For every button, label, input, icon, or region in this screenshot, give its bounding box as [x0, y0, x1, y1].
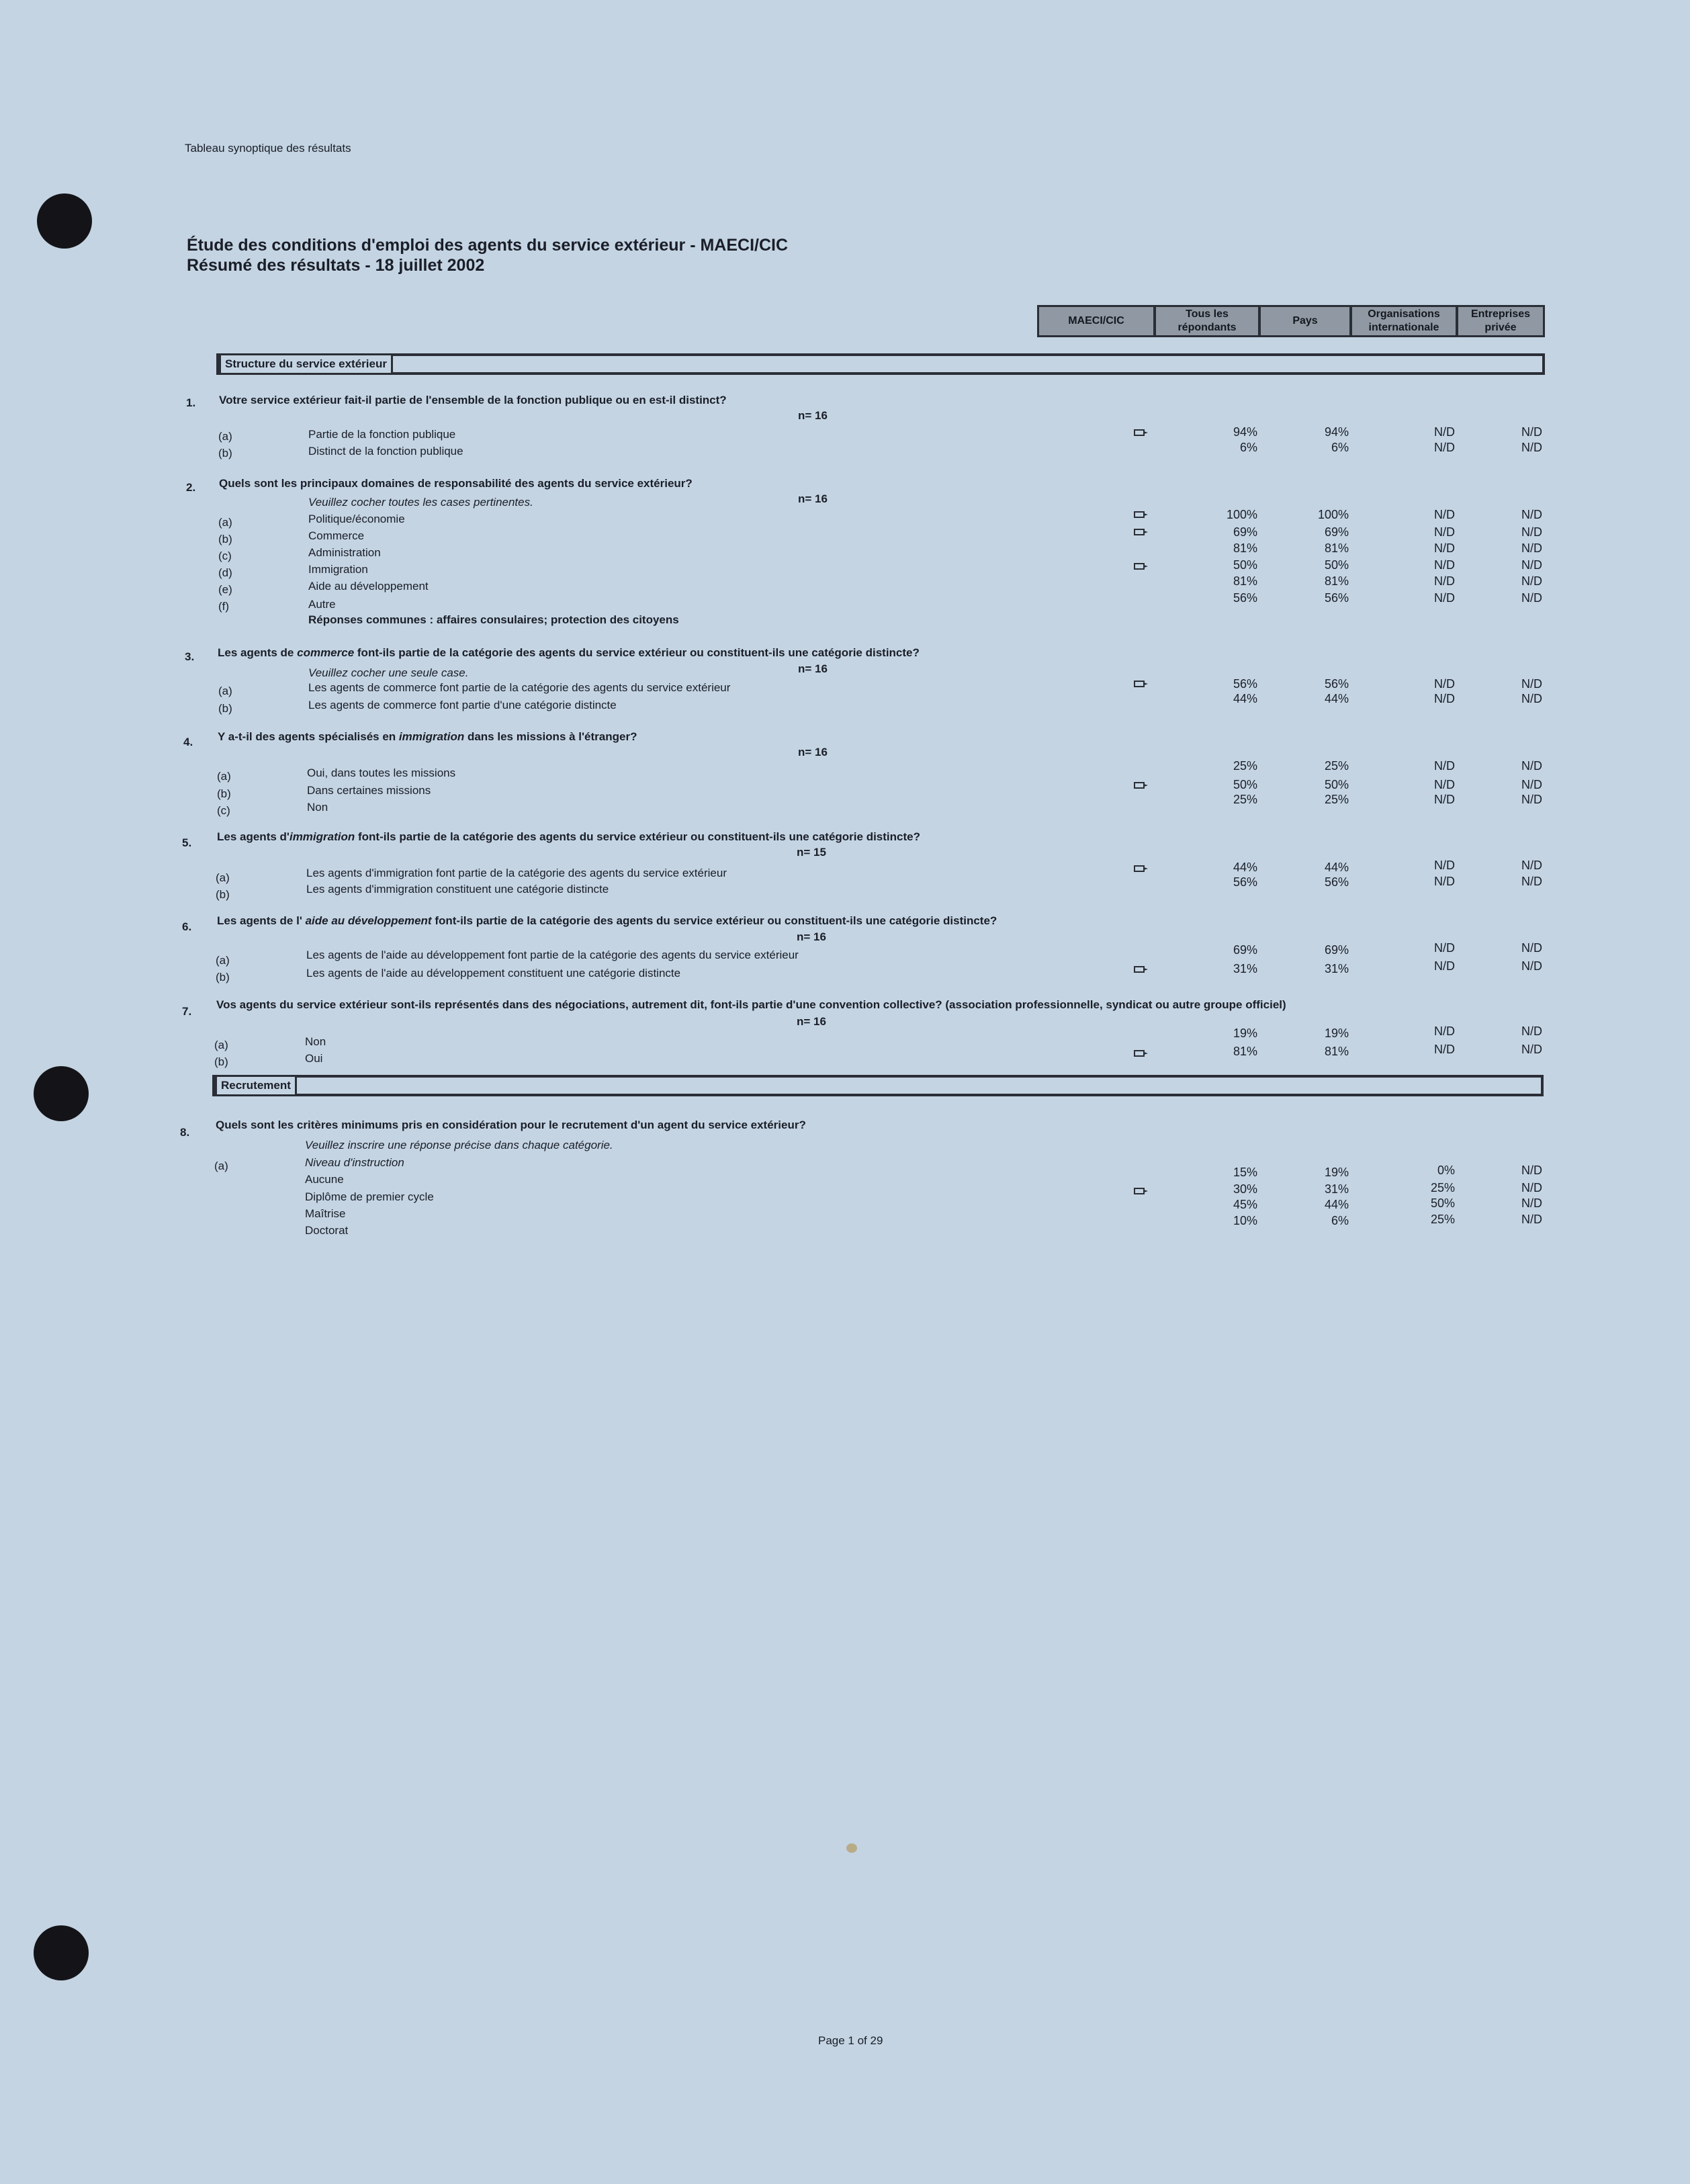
question-text: Vos agents du service extérieur sont-ils représentés dans des négociations, autrement dit, font-ils partie d'une convention collective? (association professionnelle, syndicat ou autre groupe officiel) [216, 998, 1286, 1011]
value-private-companies: N/D [1521, 1213, 1542, 1226]
option-letter: (b) [218, 533, 232, 545]
value-countries: 44% [1324, 1198, 1349, 1211]
value-countries: 56% [1324, 875, 1349, 889]
option-letter: (a) [217, 770, 231, 783]
option-text: Dans certaines missions [307, 784, 431, 797]
value-private-companies: N/D [1521, 859, 1542, 872]
value-private-companies: N/D [1521, 558, 1542, 572]
value-private-companies: N/D [1521, 574, 1542, 588]
option-text: Oui, dans toutes les missions [307, 767, 456, 779]
hand-pointer-icon [1134, 562, 1149, 571]
option-text: Distinct de la fonction publique [308, 445, 463, 457]
running-head: Tableau synoptique des résultats [185, 142, 351, 155]
value-all-respondents: 56% [1233, 591, 1257, 605]
option-letter: (c) [217, 804, 230, 817]
value-international-orgs: N/D [1434, 875, 1455, 888]
option-letter: (b) [216, 888, 230, 901]
hand-pointer-icon [1134, 1186, 1149, 1196]
value-countries: 31% [1324, 962, 1349, 975]
question-number: 5. [182, 836, 192, 849]
value-private-companies: N/D [1521, 941, 1542, 955]
page-number: Page 1 of 29 [818, 2034, 883, 2047]
value-countries: 94% [1324, 425, 1349, 439]
value-countries: 25% [1324, 759, 1349, 773]
value-private-companies: N/D [1521, 541, 1542, 555]
option-letter: (b) [218, 702, 232, 715]
question-text: Quels sont les critères minimums pris en considération pour le recrutement d'un agent du service extérieur? [216, 1119, 806, 1131]
option-text: Autre [308, 598, 336, 611]
option-letter: (a) [216, 954, 230, 967]
option-letter: (a) [218, 685, 232, 697]
value-countries: 100% [1317, 508, 1349, 521]
value-international-orgs: N/D [1434, 558, 1455, 572]
paper-speck [846, 1843, 857, 1853]
value-private-companies: N/D [1521, 959, 1542, 973]
value-international-orgs: 0% [1437, 1164, 1455, 1177]
section-bar-structure [216, 353, 1545, 375]
value-all-respondents: 50% [1233, 558, 1257, 572]
value-all-respondents: 56% [1233, 875, 1257, 889]
option-text: Administration [308, 546, 381, 559]
sample-size: n= 16 [798, 492, 828, 505]
option-letter: (a) [214, 1039, 228, 1051]
value-private-companies: N/D [1521, 692, 1542, 705]
hand-pointer-icon [1134, 781, 1149, 790]
option-text: Les agents de commerce font partie de la catégorie des agents du service extérieur [308, 681, 731, 694]
value-international-orgs: N/D [1434, 591, 1455, 605]
option-text: Diplôme de premier cycle [305, 1190, 434, 1203]
value-all-respondents: 81% [1233, 574, 1257, 588]
option-text: Oui [305, 1052, 323, 1065]
value-countries: 81% [1324, 1045, 1349, 1058]
question-instruction: Veuillez cocher toutes les cases pertinentes. [308, 496, 533, 509]
value-private-companies: N/D [1521, 1181, 1542, 1194]
column-header-international-orgs: Organisations internationale [1350, 305, 1458, 337]
value-countries: 50% [1324, 778, 1349, 791]
hand-pointer-icon [1134, 679, 1149, 689]
option-text: Les agents d'immigration font partie de la catégorie des agents du service extérieur [306, 867, 727, 879]
value-all-respondents: 56% [1233, 677, 1257, 691]
option-letter: (b) [217, 787, 231, 800]
option-letter: (c) [218, 550, 232, 562]
option-text: Aucune [305, 1173, 344, 1186]
question-text: Votre service extérieur fait-il partie de l'ensemble de la fonction publique ou en est-il distinct? [219, 394, 727, 406]
value-all-respondents: 30% [1233, 1182, 1257, 1196]
common-responses: Réponses communes : affaires consulaires; protection des citoyens [308, 613, 679, 626]
option-letter: (f) [218, 600, 230, 613]
value-all-respondents: 94% [1233, 425, 1257, 439]
question-number: 7. [182, 1005, 192, 1018]
value-international-orgs: N/D [1434, 793, 1455, 806]
value-private-companies: N/D [1521, 778, 1542, 791]
question-text: Les agents de commerce font-ils partie de la catégorie des agents du service extérieur ou constituent-ils une catégorie distincte? [218, 646, 920, 659]
question-number: 8. [180, 1126, 190, 1139]
sample-size: n= 16 [797, 1015, 826, 1028]
title-line-2: Résumé des résultats - 18 juillet 2002 [187, 256, 485, 275]
value-countries: 69% [1324, 525, 1349, 539]
value-international-orgs: N/D [1434, 778, 1455, 791]
question-number: 3. [185, 650, 195, 663]
value-all-respondents: 81% [1233, 1045, 1257, 1058]
value-international-orgs: N/D [1434, 425, 1455, 439]
option-text: Maîtrise [305, 1207, 346, 1220]
question-text: Les agents de l' aide au développement font-ils partie de la catégorie des agents du service extérieur ou constituent-ils une catégorie distincte? [217, 914, 997, 927]
option-text: Politique/économie [308, 513, 405, 525]
option-text: Immigration [308, 563, 368, 576]
option-letter: (b) [214, 1055, 228, 1068]
column-header-maeci: MAECI/CIC [1037, 305, 1155, 337]
value-international-orgs: 25% [1430, 1213, 1455, 1226]
binder-hole-top [37, 193, 92, 249]
option-text: Les agents de l'aide au développement constituent une catégorie distincte [306, 967, 681, 979]
section-bar-recrutement [212, 1075, 1544, 1096]
option-text: Non [307, 801, 328, 814]
option-text: Partie de la fonction publique [308, 428, 456, 441]
value-countries: 69% [1324, 943, 1349, 957]
value-private-companies: N/D [1521, 441, 1542, 454]
question-number: 6. [182, 920, 192, 933]
option-letter: (b) [218, 447, 232, 460]
value-all-respondents: 25% [1233, 793, 1257, 806]
value-private-companies: N/D [1521, 759, 1542, 773]
option-text: Les agents de l'aide au développement font partie de la catégorie des agents du service extérieur [306, 949, 799, 961]
question-number: 1. [186, 396, 196, 409]
sample-size: n= 16 [797, 930, 826, 943]
value-countries: 56% [1324, 677, 1349, 691]
value-all-respondents: 15% [1233, 1166, 1257, 1179]
value-international-orgs: N/D [1434, 1043, 1455, 1056]
hand-pointer-icon [1134, 965, 1149, 974]
value-international-orgs: N/D [1434, 959, 1455, 973]
value-all-respondents: 19% [1233, 1027, 1257, 1040]
sample-size: n= 16 [798, 409, 828, 422]
option-letter: (a) [216, 871, 230, 884]
option-text: Doctorat [305, 1224, 349, 1237]
value-countries: 31% [1324, 1182, 1349, 1196]
value-international-orgs: N/D [1434, 441, 1455, 454]
hand-pointer-icon [1134, 510, 1149, 519]
question-instruction: Veuillez cocher une seule case. [308, 666, 469, 679]
value-all-respondents: 31% [1233, 962, 1257, 975]
value-private-companies: N/D [1521, 793, 1542, 806]
question-text: Les agents d'immigration font-ils partie de la catégorie des agents du service extérieur ou constituent-ils une catégorie distincte? [217, 830, 920, 843]
value-private-companies: N/D [1521, 1024, 1542, 1038]
value-international-orgs: N/D [1434, 541, 1455, 555]
value-private-companies: N/D [1521, 677, 1542, 691]
option-text: Commerce [308, 529, 365, 542]
sample-size: n= 15 [797, 846, 826, 859]
value-international-orgs: N/D [1434, 508, 1455, 521]
value-countries: 6% [1331, 441, 1349, 454]
value-all-respondents: 10% [1233, 1214, 1257, 1227]
value-international-orgs: 25% [1430, 1181, 1455, 1194]
section-label-structure: Structure du service extérieur [219, 353, 393, 375]
question-number: 2. [186, 481, 196, 494]
question-text: Quels sont les principaux domaines de responsabilité des agents du service extérieur? [219, 477, 693, 490]
hand-pointer-icon [1134, 864, 1149, 873]
value-countries: 56% [1324, 591, 1349, 605]
value-private-companies: N/D [1521, 525, 1542, 539]
criterion-category: Niveau d'instruction [305, 1156, 404, 1169]
value-all-respondents: 69% [1233, 525, 1257, 539]
sample-size: n= 16 [798, 662, 828, 675]
value-international-orgs: N/D [1434, 759, 1455, 773]
value-all-respondents: 45% [1233, 1198, 1257, 1211]
column-header-private-companies: Entreprises privée [1456, 305, 1545, 337]
value-all-respondents: 44% [1233, 692, 1257, 705]
value-all-respondents: 81% [1233, 541, 1257, 555]
value-private-companies: N/D [1521, 425, 1542, 439]
value-all-respondents: 6% [1239, 441, 1257, 454]
value-countries: 25% [1324, 793, 1349, 806]
value-countries: 44% [1324, 692, 1349, 705]
hand-pointer-icon [1134, 527, 1149, 537]
value-countries: 81% [1324, 574, 1349, 588]
value-countries: 44% [1324, 861, 1349, 874]
value-international-orgs: N/D [1434, 859, 1455, 872]
binder-hole-bottom [34, 1925, 89, 1980]
value-countries: 19% [1324, 1027, 1349, 1040]
value-international-orgs: N/D [1434, 677, 1455, 691]
value-private-companies: N/D [1521, 1043, 1542, 1056]
option-letter: (b) [216, 971, 230, 984]
value-international-orgs: N/D [1434, 941, 1455, 955]
value-all-respondents: 100% [1226, 508, 1257, 521]
title-line-1: Étude des conditions d'emploi des agents du service extérieur - MAECI/CIC [187, 236, 789, 255]
option-text: Les agents d'immigration constituent une catégorie distincte [306, 883, 609, 896]
page-title [187, 235, 788, 275]
question-number: 4. [183, 736, 193, 748]
value-countries: 81% [1324, 541, 1349, 555]
option-text: Aide au développement [308, 580, 429, 593]
option-letter: (a) [218, 516, 232, 529]
value-all-respondents: 44% [1233, 861, 1257, 874]
binder-hole-middle [34, 1066, 89, 1121]
column-header-all-respondents: Tous les répondants [1154, 305, 1260, 337]
value-all-respondents: 50% [1233, 778, 1257, 791]
option-text: Les agents de commerce font partie d'une catégorie distincte [308, 699, 617, 711]
value-all-respondents: 25% [1233, 759, 1257, 773]
option-text: Non [305, 1035, 326, 1048]
value-private-companies: N/D [1521, 591, 1542, 605]
value-private-companies: N/D [1521, 1196, 1542, 1210]
hand-pointer-icon [1134, 1049, 1149, 1058]
value-international-orgs: N/D [1434, 1024, 1455, 1038]
option-letter: (e) [218, 583, 232, 596]
value-private-companies: N/D [1521, 1164, 1542, 1177]
sample-size: n= 16 [798, 746, 828, 758]
column-header-countries: Pays [1259, 305, 1351, 337]
value-countries: 19% [1324, 1166, 1349, 1179]
value-international-orgs: N/D [1434, 692, 1455, 705]
value-countries: 50% [1324, 558, 1349, 572]
question-text: Y a-t-il des agents spécialisés en immigration dans les missions à l'étranger? [218, 730, 637, 743]
value-international-orgs: N/D [1434, 574, 1455, 588]
question-instruction: Veuillez inscrire une réponse précise dans chaque catégorie. [305, 1139, 613, 1151]
value-international-orgs: N/D [1434, 525, 1455, 539]
value-international-orgs: 50% [1430, 1196, 1455, 1210]
value-private-companies: N/D [1521, 875, 1542, 888]
option-letter: (a) [218, 430, 232, 443]
value-all-respondents: 69% [1233, 943, 1257, 957]
value-countries: 6% [1331, 1214, 1349, 1227]
hand-pointer-icon [1134, 428, 1149, 437]
option-letter: (a) [214, 1160, 228, 1172]
value-private-companies: N/D [1521, 508, 1542, 521]
section-label-recrutement: Recrutement [215, 1075, 297, 1096]
option-letter: (d) [218, 566, 232, 579]
